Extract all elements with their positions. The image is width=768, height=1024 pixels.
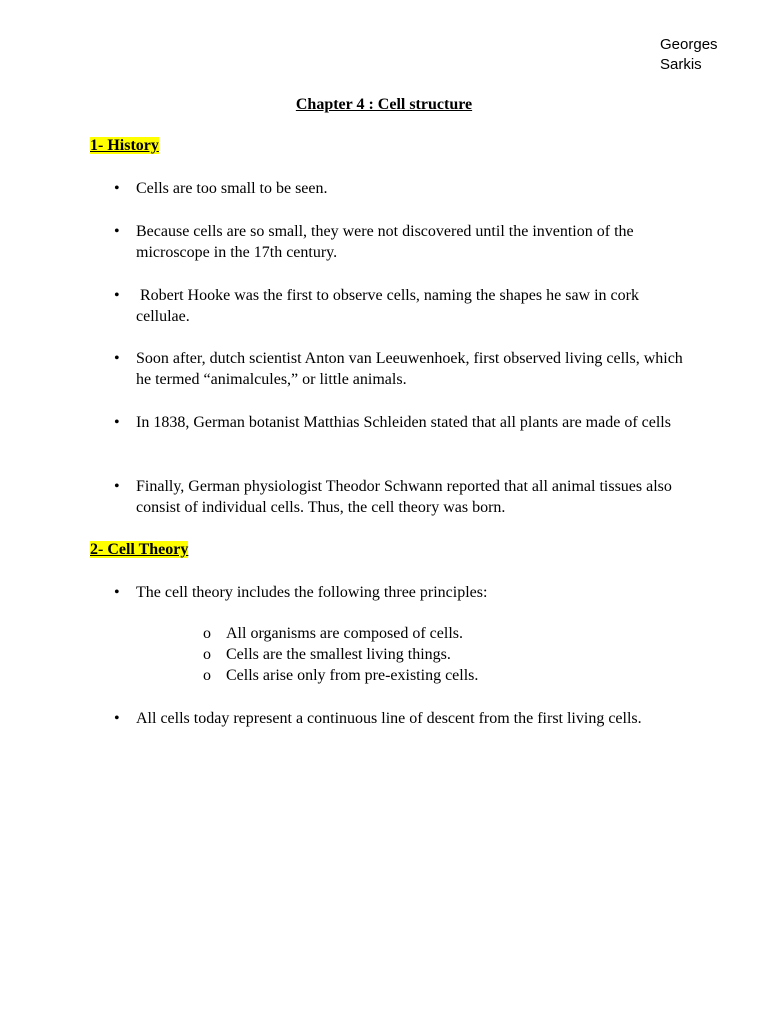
sub-list-item <box>203 665 706 686</box>
bullet-icon: • <box>114 478 120 495</box>
author-first-name: Georges <box>660 36 718 53</box>
sub-list-item-text: Cells are the smallest living things. <box>226 646 451 663</box>
list-item-text: Robert Hooke was the first to observe cells, naming the shapes he saw in cork cellulae. <box>136 287 643 325</box>
list-item <box>114 348 696 390</box>
author-last-name: Sarkis <box>660 56 702 73</box>
circle-bullet-icon: o <box>203 667 211 684</box>
bullet-icon: • <box>114 584 120 601</box>
list-item <box>114 178 696 199</box>
page-title: Chapter 4 : Cell structure <box>295 96 473 113</box>
list-item-text: All cells today represent a continuous line of descent from the first living cells. <box>136 710 642 727</box>
list-item-text: Finally, German physiologist Theodor Schwann reported that all animal tissues also consist of individual cells. Thus, the cell theory was born. <box>136 478 672 516</box>
section-heading-history <box>90 135 159 156</box>
circle-bullet-icon: o <box>203 625 211 642</box>
cell-theory-heading-text: 2- Cell Theory <box>90 541 189 558</box>
list-item-text: In 1838, German botanist Matthias Schleiden stated that all plants are made of cells <box>136 414 671 431</box>
sub-list-item-text: Cells arise only from pre-existing cells. <box>226 667 479 684</box>
list-item-text: Because cells are so small, they were not discovered until the invention of the microscope in the 17th century. <box>136 223 634 261</box>
sub-list-item-text: All organisms are composed of cells. <box>226 625 463 642</box>
author-name <box>660 35 718 75</box>
list-item-text: Soon after, dutch scientist Anton van Leeuwenhoek, first observed living cells, which he termed “animalcules,” or little animals. <box>136 350 683 388</box>
section-heading-cell-theory <box>90 539 188 560</box>
circle-bullet-icon: o <box>203 646 211 663</box>
list-item <box>114 708 696 729</box>
sub-list-item <box>203 644 706 665</box>
bullet-icon: • <box>114 287 120 304</box>
list-item <box>114 221 696 263</box>
bullet-icon: • <box>114 223 120 240</box>
list-item <box>114 285 696 327</box>
sub-list-item <box>203 623 706 644</box>
list-item <box>114 476 696 518</box>
history-heading-text: 1- History <box>90 137 159 154</box>
bullet-icon: • <box>114 350 120 367</box>
list-item-text: Cells are too small to be seen. <box>136 180 328 197</box>
list-item <box>114 582 696 603</box>
bullet-icon: • <box>114 180 120 197</box>
list-item-text: The cell theory includes the following three principles: <box>136 584 488 601</box>
bullet-icon: • <box>114 710 120 727</box>
bullet-icon: • <box>114 414 120 431</box>
list-item <box>114 412 696 433</box>
